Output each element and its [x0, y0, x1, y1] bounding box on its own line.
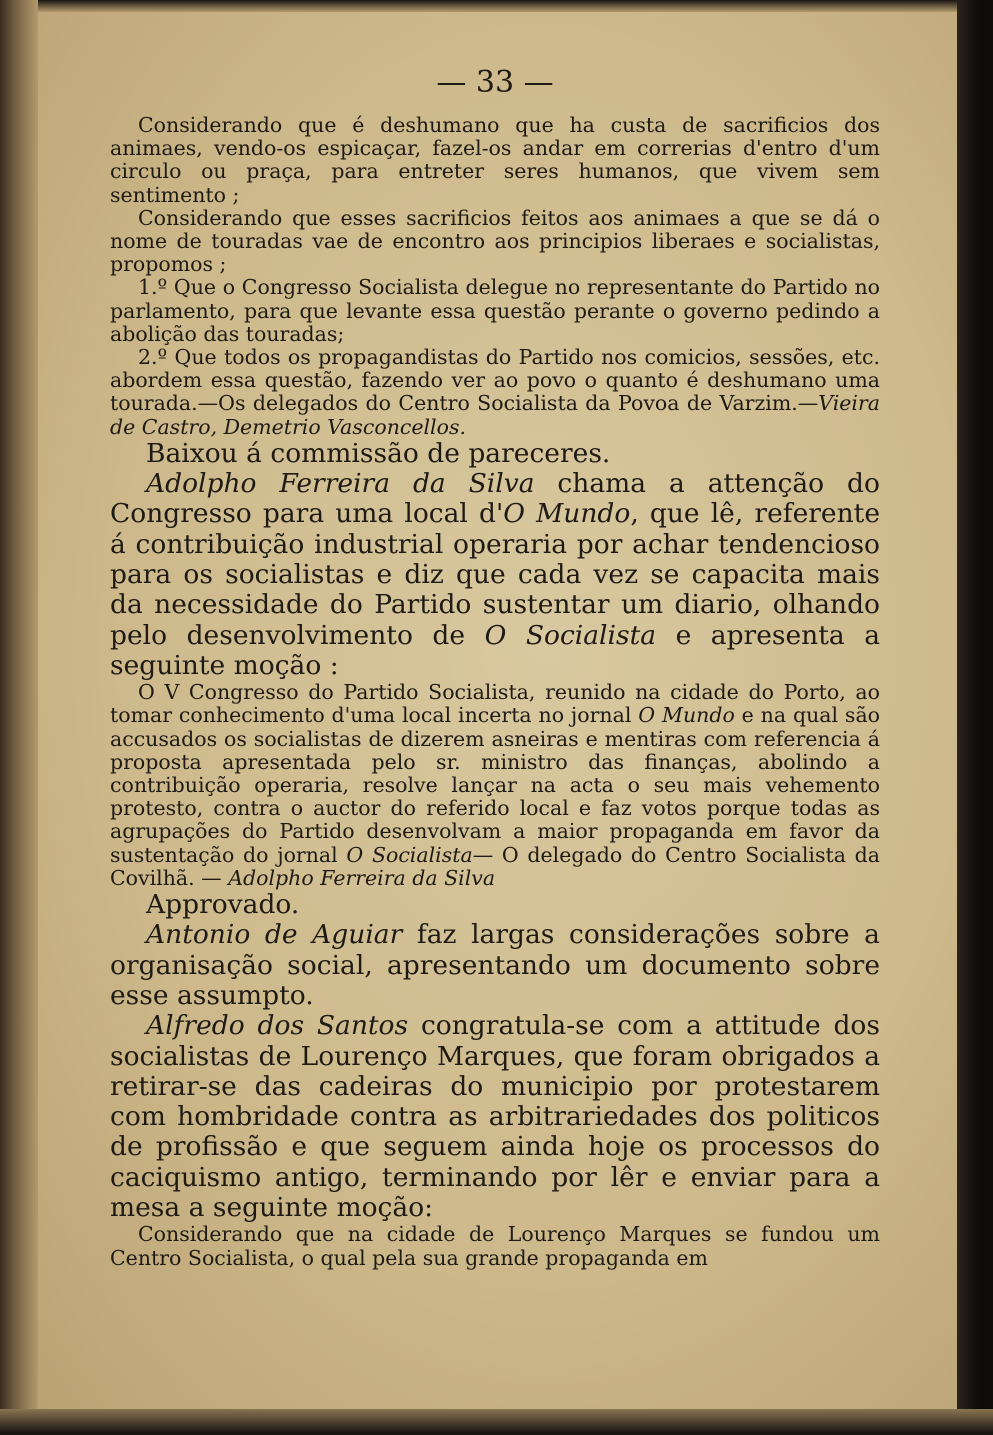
paragraph-proposal-2 [110, 346, 880, 439]
text-span: e na qual são accusados os socialistas de dizerem asneiras e mentiras com referencia á proposta apresentada pelo sr. ministro das finanças, abolindo a contribuição operaria, resolve lançar na acta o seu mais vehemento protesto, contra o auctor do referido local e faz votos porque todas as agrupações do Partido desenvolvam a maior propaganda em favor da sustentação do jornal [110, 703, 881, 867]
paragraph-commission: Baixou á commissão de pareceres. [146, 437, 611, 469]
page-top-edge [0, 0, 993, 12]
page-left-edge [0, 0, 38, 1435]
paragraph-considerando-3: Considerando que na cidade de Lourenço Marques se fundou um Centro Socialista, o qual pela sua grande propaganda em [110, 1222, 880, 1270]
speaker-name: Alfredo dos Santos [146, 1010, 409, 1042]
proposal-2-text: 2.º Que todos os propagandistas do Partido nos comicios, sessões, etc. abordem essa questão, fazendo ver ao povo o quanto é deshumano uma tourada.—Os delegados do Centro Socialista da Povoa de Varzim.— [110, 345, 880, 416]
text-span: , que lê, referente á contribuição industrial operaria por achar tendencioso para os socialistas e diz que cada vez se capacita mais da necessidade do Partido sustentar um diario, olhando pelo desenvolvimento de [110, 498, 880, 651]
paragraph-adolpho [110, 469, 880, 681]
newspaper-title: O Socialista [346, 842, 473, 867]
text-span: e apresenta a seguinte moção : [110, 619, 880, 681]
text-span: chama a attenção do Congresso para uma local d' [110, 468, 880, 530]
text-span: congratula-se com a attitude dos socialistas de Lourenço Marques, que foram obrigados a retirar-se das cadeiras do municipio por protestarem com hombridade contra as arbitrariedades dos politicos de profissão e que seguem ainda hoje os processos do caciquismo antigo, terminando por lêr e enviar para a mesa a seguinte moção: [110, 1010, 880, 1224]
speaker-name: Adolpho Ferreira da Silva [146, 468, 535, 500]
text-span: O V Congresso do Partido Socialista, reunido na cidade do Porto, ao tomar conhecimento d'uma local incerta no jornal [110, 680, 880, 728]
paragraph-approved: Approvado. [146, 889, 300, 921]
speaker-name: Antonio de Aguiar [146, 919, 403, 951]
paragraph-considerando-2: Considerando que esses sacrificios feitos aos animaes a que se dá o nome de touradas vae de encontro aos principios liberaes e socialistas, propomos ; [110, 205, 880, 277]
paragraph-antonio [110, 920, 880, 1011]
newspaper-title: O Mundo [503, 498, 631, 530]
page-text [110, 66, 880, 1270]
paragraph-motion [110, 681, 880, 890]
newspaper-title: O Mundo [638, 703, 735, 728]
paragraph-considerando-1: Considerando que é deshumano que ha custa de sacrificios dos animaes, vendo-os espicaçar, fazel-os andar em correrias d'entro d'um circulo ou praça, para entreter seres humanos, que vivem sem sentimento ; [110, 113, 880, 207]
delegate-names: Vieira de Castro, Demetrio Vasconcellos. [110, 391, 880, 439]
text-span: — O delegado do Centro Socialista da Covilhã. — [110, 842, 880, 890]
signatory-name: Adolpho Ferreira da Silva [228, 865, 496, 890]
paragraph-proposal-1: 1.º Que o Congresso Socialista delegue no representante do Partido no parlamento, para que levante essa questão perante o governo pedindo a abolição das touradas; [110, 275, 880, 346]
page-right-edge [957, 0, 993, 1435]
page-bottom-edge [0, 1409, 993, 1435]
newspaper-title: O Socialista [484, 619, 657, 651]
page-number: — 33 — [436, 65, 554, 100]
paragraph-alfredo [110, 1011, 880, 1223]
text-span: faz largas considerações sobre a organisação social, apresentando um documento sobre esse assumpto. [110, 919, 880, 1011]
